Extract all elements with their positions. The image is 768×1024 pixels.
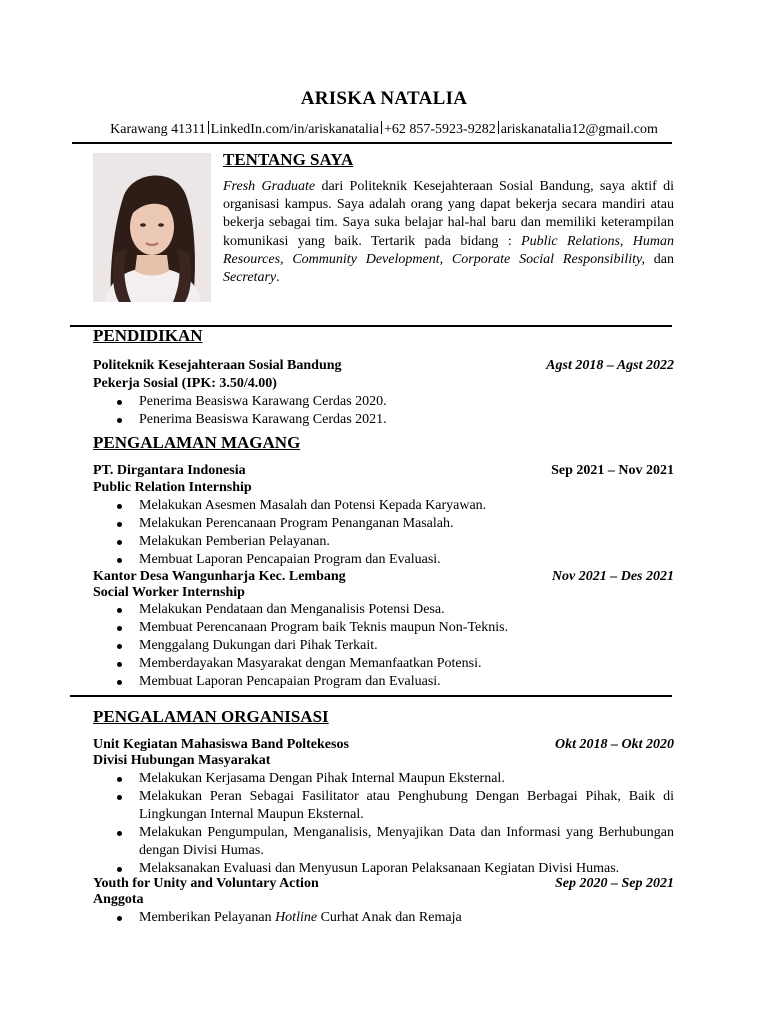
organization-date: Okt 2018 – Okt 2020: [555, 737, 674, 752]
contact-separator: [498, 121, 499, 134]
list-item-text: Menggalang Dukungan dari Pihak Terkait.: [139, 638, 378, 653]
education-section-title: PENDIDIKAN: [93, 326, 203, 345]
education-bullets: [93, 393, 674, 429]
list-item: [93, 551, 674, 569]
organization-role: Divisi Hubungan Masyarakat: [93, 753, 271, 768]
internship-role: Public Relation Internship: [93, 480, 252, 495]
list-item: [93, 393, 674, 411]
list-item: [93, 673, 674, 691]
bullet-icon: [117, 831, 122, 836]
list-item-text: Melakukan Asesmen Masalah dan Potensi Kepada Karyawan.: [139, 498, 487, 513]
list-item-text: Melakukan Pendataan dan Menganalisis Potensi Desa.: [139, 602, 445, 617]
list-item: [93, 411, 674, 429]
list-item: [93, 770, 674, 788]
list-item-text: Memberikan Pelayanan: [139, 910, 276, 925]
list-item: [93, 497, 674, 515]
list-item-text: Penerima Beasiswa Karawang Cerdas 2021.: [139, 412, 387, 427]
list-item-hotline: Hotline: [275, 910, 318, 925]
bullet-icon: [117, 540, 122, 545]
contact-line: [0, 121, 768, 138]
internship-date: Nov 2021 – Des 2021: [551, 569, 674, 584]
internship-section-title: PENGALAMAN MAGANG: [93, 433, 301, 452]
contact-email[interactable]: ariskanatalia12@gmail.com: [500, 122, 658, 137]
internship-row: [93, 462, 674, 480]
bullet-icon: [117, 680, 122, 685]
bullet-icon: [117, 777, 122, 782]
list-item: [93, 637, 674, 655]
contact-separator: [381, 121, 382, 134]
list-item: [93, 619, 674, 637]
about-end: .: [276, 270, 280, 286]
about-fields-of-interest: Public Relations, Human Resources, Community Development, Corporate Social Responsibility,: [223, 233, 675, 267]
bullet-icon: [117, 608, 122, 613]
list-item: [93, 515, 674, 533]
contact-separator: [208, 121, 209, 134]
header-divider: [72, 142, 672, 144]
section-divider: [70, 695, 672, 697]
bullet-icon: [117, 795, 122, 800]
about-connector: dan: [644, 251, 674, 267]
list-item-text: Melakukan Pengumpulan, Menganalisis, Menyajikan Data dan Informasi yang Berhubungan dengan Divisi Humas.: [139, 825, 674, 858]
list-item: [93, 655, 674, 673]
list-item-text: Melaksanakan Evaluasi dan Menyusun Laporan Pelaksanaan Kegiatan Divisi Humas.: [139, 861, 620, 876]
list-item: [93, 909, 674, 927]
internship-bullets: [93, 497, 674, 569]
bullet-icon: [117, 504, 122, 509]
bullet-icon: [117, 400, 122, 405]
about-fresh-graduate: Fresh Graduate: [223, 179, 316, 194]
internship-bullets: [93, 601, 674, 691]
about-section-title: TENTANG SAYA: [223, 150, 354, 169]
internship-org: PT. Dirgantara Indonesia: [93, 463, 246, 478]
bullet-icon: [117, 626, 122, 631]
resume-name: ARISKA NATALIA: [300, 88, 468, 109]
education-major: Pekerja Sosial (IPK: 3.50/4.00): [93, 376, 277, 391]
list-item-text-end: Curhat Anak dan Remaja: [317, 910, 462, 925]
list-item-text: Penerima Beasiswa Karawang Cerdas 2020.: [139, 394, 387, 409]
contact-location: Karawang 41311: [110, 122, 206, 137]
about-paragraph: [223, 178, 674, 287]
list-item: [93, 788, 674, 824]
internship-org: Kantor Desa Wangunharja Kec. Lembang: [93, 569, 346, 584]
list-item: [93, 533, 674, 551]
education-date: Agst 2018 – Agst 2022: [546, 358, 674, 373]
organization-bullets: [93, 909, 674, 927]
list-item: [93, 601, 674, 619]
organization-name: Youth for Unity and Voluntary Action: [93, 876, 319, 891]
about-text: dari Politeknik Kesejahteraan Sosial Bandung, saya aktif di organisasi kampus. Saya adalah orang yang dapat bekerja secara mandiri atau bekerja sebagai tim. Saya suka belajar hal-hal baru dan memiliki keterampilan komunikasi yang baik. Tertarik pada bidang :: [223, 179, 674, 249]
organization-name: Unit Kegiatan Mahasiswa Band Poltekesos: [93, 737, 349, 752]
bullet-icon: [117, 522, 122, 527]
organization-row: [93, 875, 674, 893]
list-item-text: Melakukan Perencanaan Program Penanganan Masalah.: [139, 516, 454, 531]
list-item: [93, 824, 674, 860]
internship-date: Sep 2021 – Nov 2021: [551, 463, 674, 478]
list-item-text: Membuat Perencanaan Program baik Teknis maupun Non-Teknis.: [139, 620, 509, 635]
list-item-text: Memberdayakan Masyarakat dengan Memanfaatkan Potensi.: [139, 656, 482, 671]
about-field-secretary: Secretary: [223, 270, 277, 286]
organization-section-title: PENGALAMAN ORGANISASI: [93, 707, 329, 726]
internship-role: Social Worker Internship: [93, 585, 245, 600]
contact-linkedin[interactable]: LinkedIn.com/in/ariskanatalia: [210, 122, 379, 137]
bullet-icon: [117, 916, 122, 921]
bullet-icon: [117, 418, 122, 423]
bullet-icon: [117, 867, 122, 872]
education-row: [93, 357, 674, 375]
organization-role: Anggota: [93, 892, 144, 907]
bullet-icon: [117, 558, 122, 563]
bullet-icon: [117, 662, 122, 667]
list-item-text: Melakukan Pemberian Pelayanan.: [139, 534, 330, 549]
education-school: Politeknik Kesejahteraan Sosial Bandung: [93, 358, 342, 373]
list-item-text: Membuat Laporan Pencapaian Program dan Evaluasi.: [139, 552, 441, 567]
list-item-text: Melakukan Kerjasama Dengan Pihak Internal Maupun Eksternal.: [139, 771, 505, 786]
list-item-text: Melakukan Peran Sebagai Fasilitator atau Penghubung Dengan Berbagai Pihak, Baik di Lingkungan Internal Maupun Eksternal.: [139, 789, 674, 822]
profile-photo: [93, 153, 211, 302]
bullet-icon: [117, 644, 122, 649]
organization-bullets: [93, 770, 674, 878]
contact-phone: +62 857-5923-9282: [383, 122, 496, 137]
organization-date: Sep 2020 – Sep 2021: [555, 876, 674, 891]
list-item-text: Membuat Laporan Pencapaian Program dan Evaluasi.: [139, 674, 441, 689]
